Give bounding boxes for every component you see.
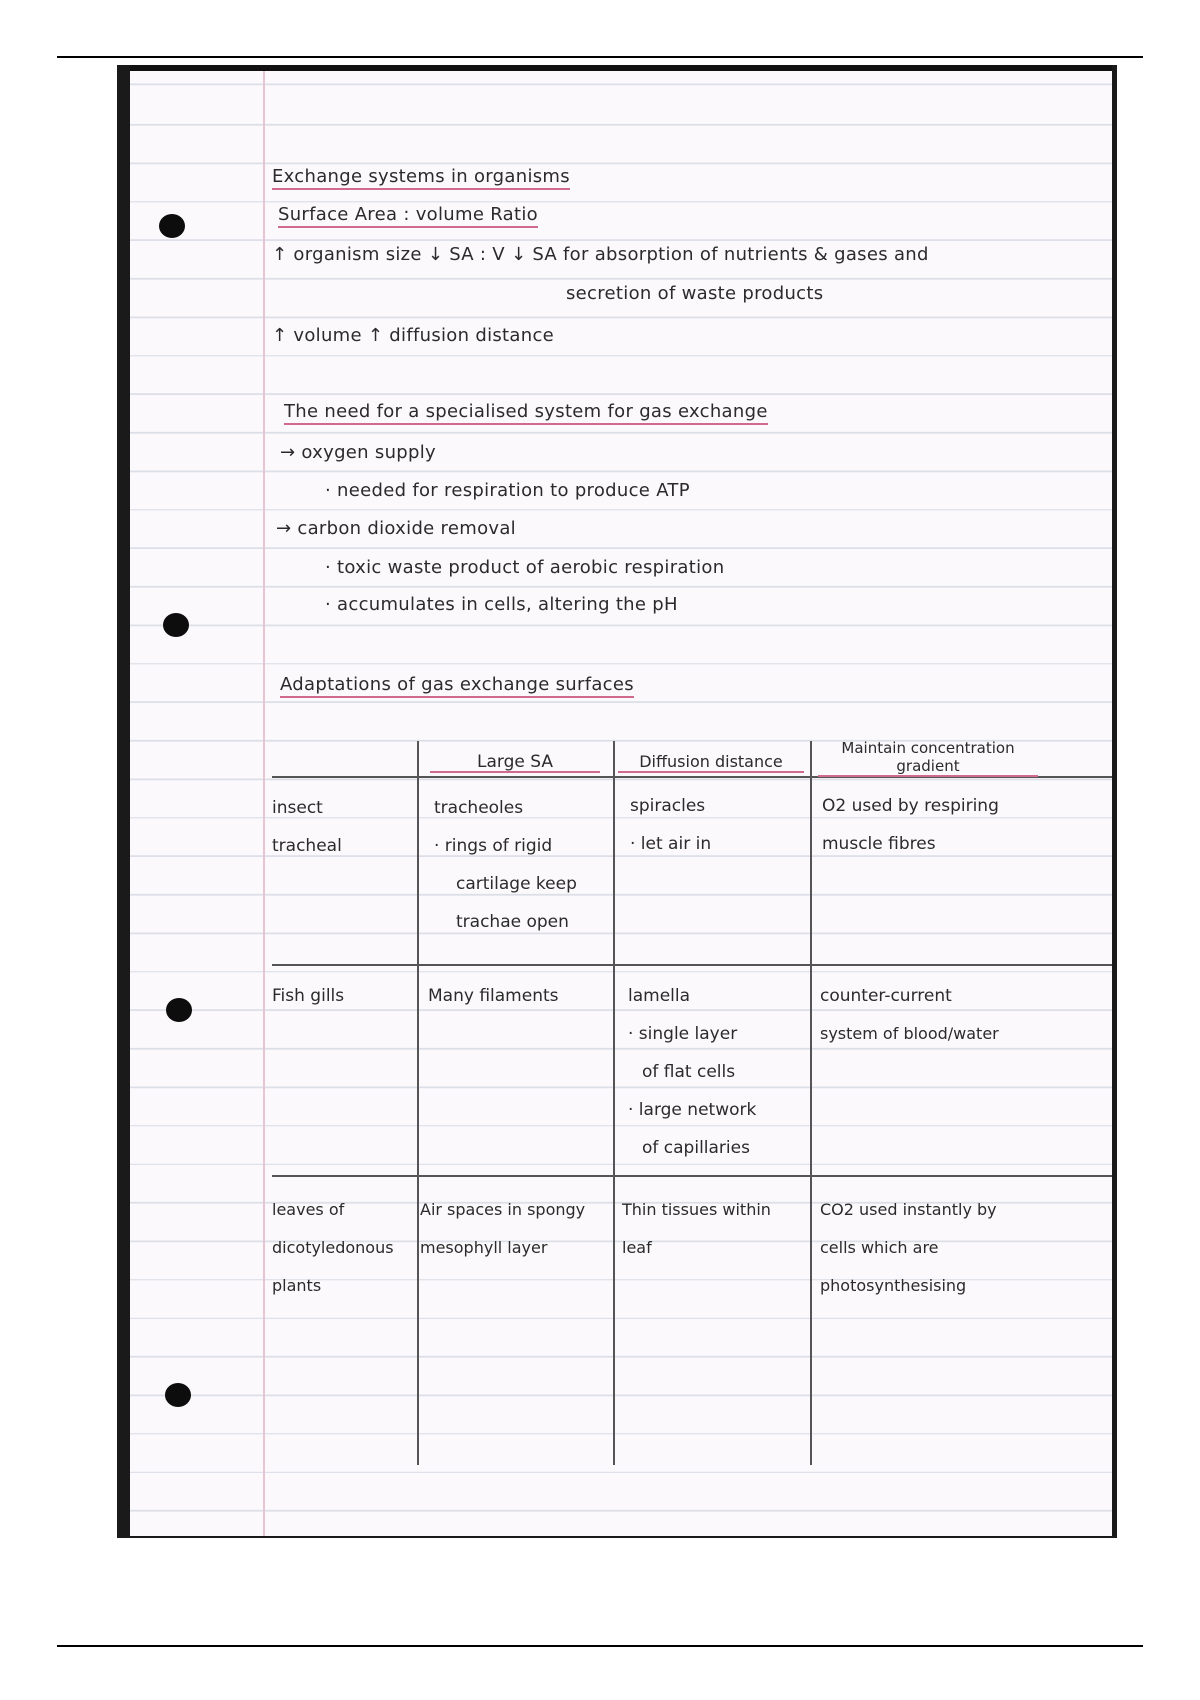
notebook-page [130, 65, 1112, 1536]
cell-large-sa: Air spaces in spongy mesophyll layer [420, 1200, 586, 1257]
cell-gradient: CO2 used instantly by cells which are photosynthesising [820, 1200, 997, 1295]
col-header-large-sa: Large SA [430, 753, 600, 773]
punch-hole [166, 998, 192, 1022]
cell-diffusion: Thin tissues within leaf [622, 1200, 771, 1257]
cell-large-sa: tracheoles · rings of rigid cartilage keep trachae open [434, 798, 577, 932]
sa-heading: Surface Area : volume Ratio [278, 204, 538, 228]
cell-gradient: counter-current system of blood/water [820, 986, 999, 1043]
need-item: · accumulates in cells, altering the pH [325, 594, 678, 615]
sa-line: secretion of waste products [566, 283, 824, 304]
sa-line: ↑ volume ↑ diffusion distance [272, 325, 555, 346]
cell-organism: Fish gills [272, 986, 345, 1006]
cell-diffusion: spiracles · let air in [630, 796, 712, 854]
punch-hole [165, 1383, 191, 1407]
bottom-rule [57, 1645, 1143, 1647]
adaptations-heading: Adaptations of gas exchange surfaces [280, 674, 634, 698]
punch-hole [163, 613, 189, 637]
need-heading: The need for a specialised system for gas exchange [284, 401, 768, 425]
need-item: · needed for respiration to produce ATP [325, 480, 690, 501]
cell-organism: insect tracheal [272, 798, 342, 856]
page-title: Exchange systems in organisms [272, 166, 570, 190]
col-header-diffusion: Diffusion distance [618, 753, 804, 773]
need-item: → oxygen supply [280, 442, 436, 463]
punch-hole [159, 214, 185, 238]
col-header-gradient: Maintain concentration gradient [818, 739, 1038, 777]
cell-large-sa: Many filaments [428, 986, 559, 1006]
cell-organism: leaves of dicotyledonous plants [272, 1200, 394, 1295]
margin-line [263, 71, 265, 1536]
need-item: · toxic waste product of aerobic respiration [325, 557, 725, 578]
cell-diffusion: lamella · single layer of flat cells · large network of capillaries [628, 986, 757, 1158]
need-item: → carbon dioxide removal [276, 518, 516, 539]
sa-line: ↑ organism size ↓ SA : V ↓ SA for absorption of nutrients & gases and [272, 244, 929, 265]
top-rule [57, 56, 1143, 58]
cell-gradient: O2 used by respiring muscle fibres [822, 796, 999, 854]
